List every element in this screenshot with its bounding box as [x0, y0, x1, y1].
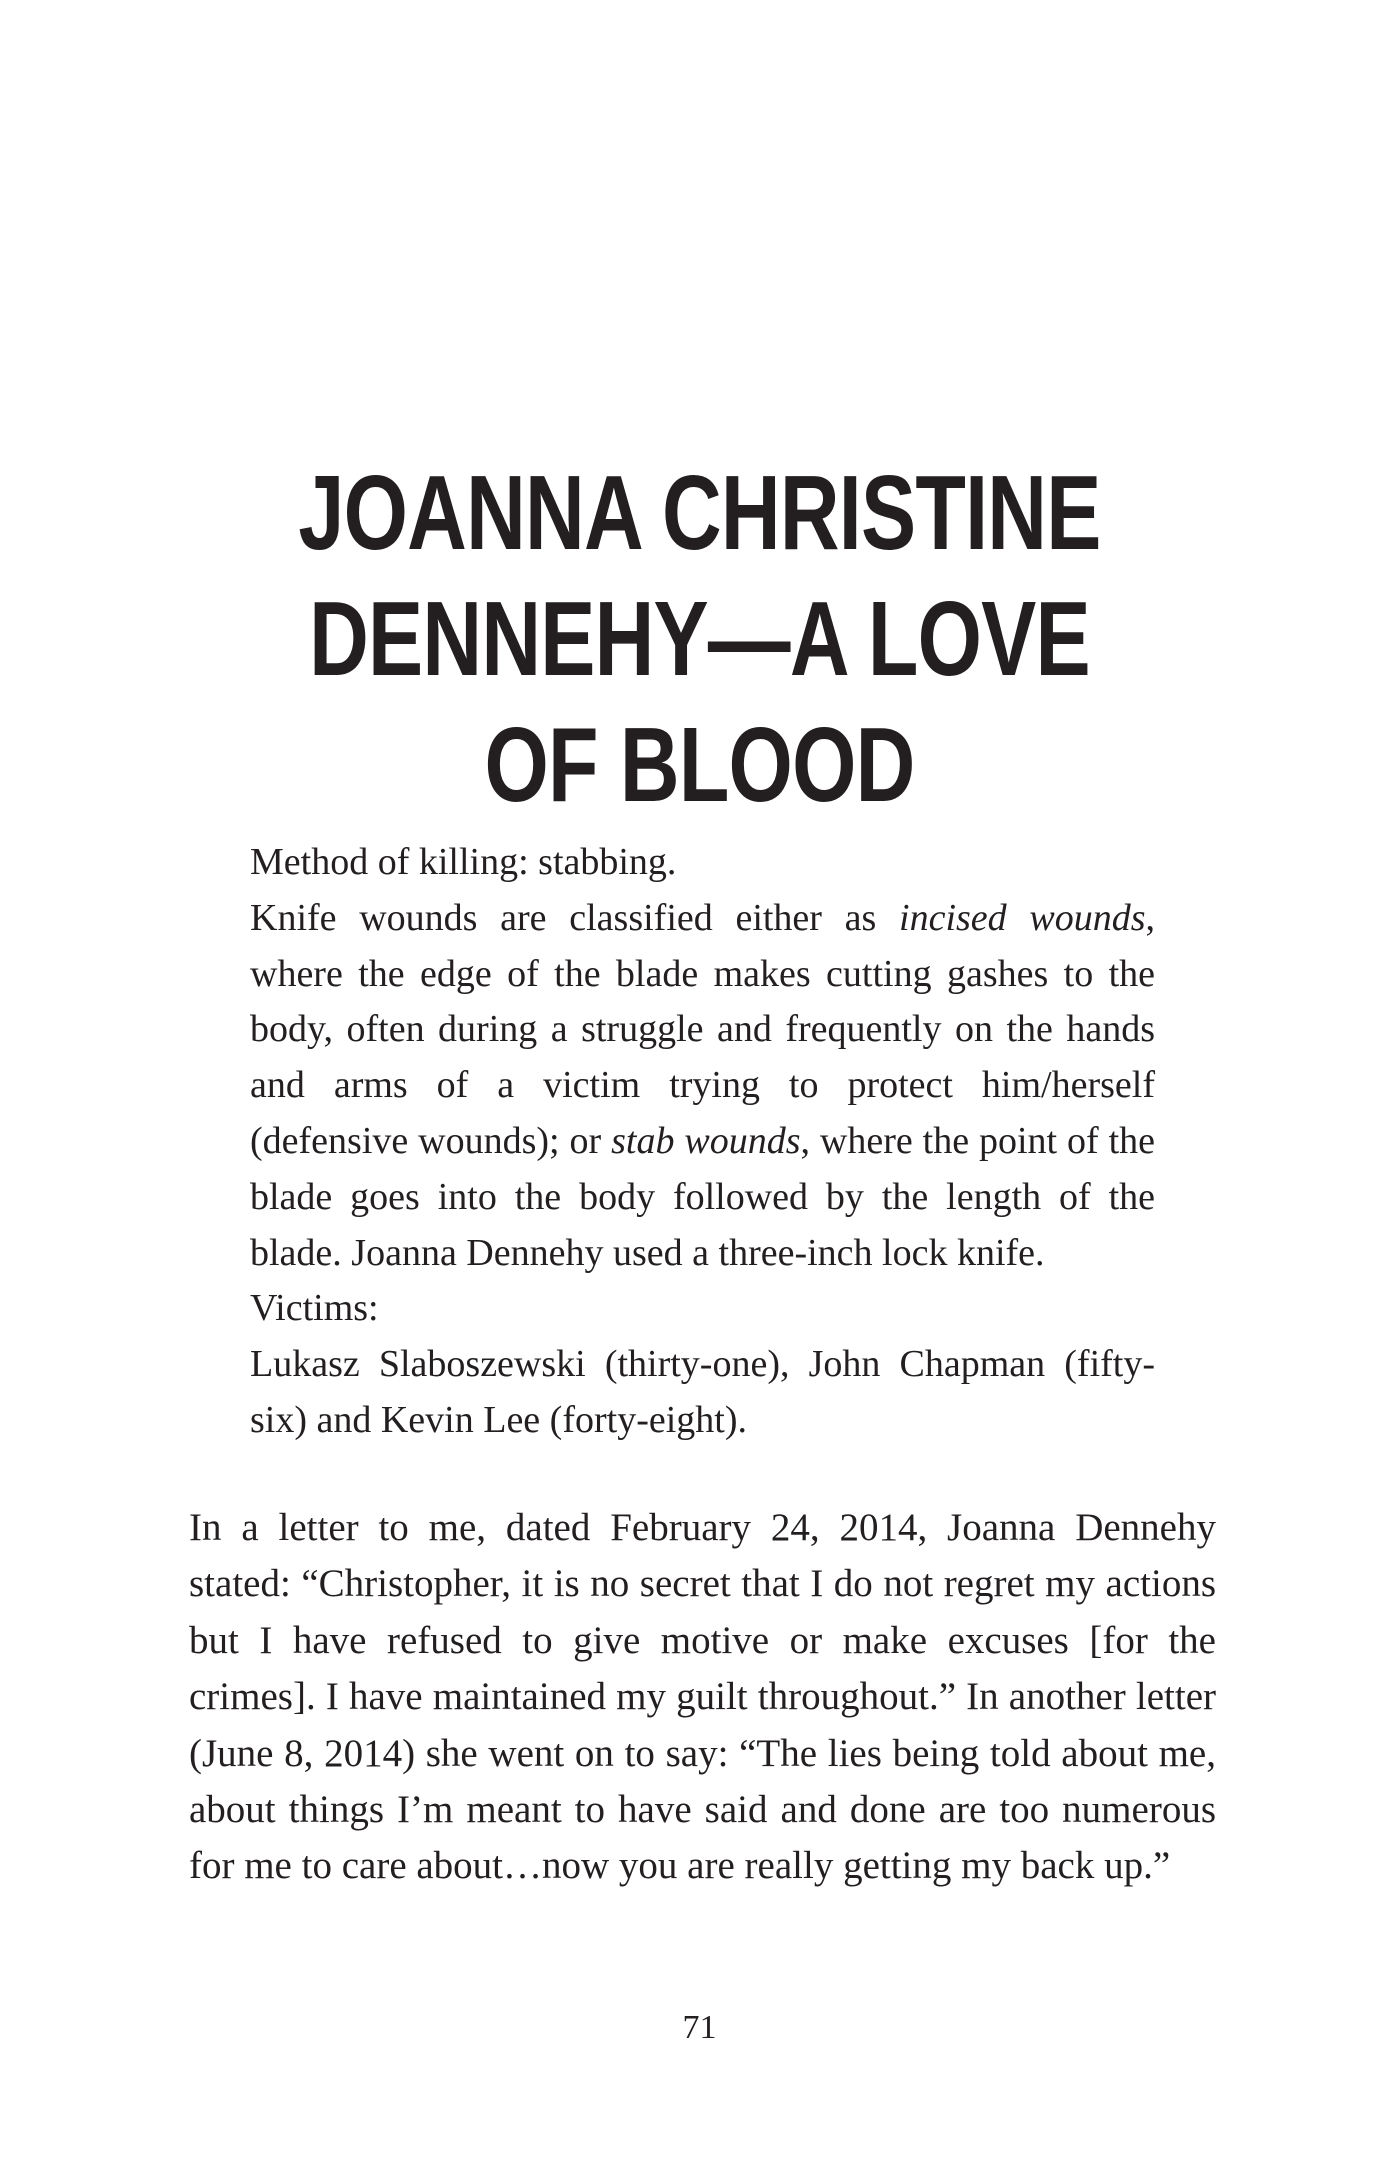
page-number: 71: [682, 2009, 717, 2046]
victims-list: Lukasz Slaboszewski (thirty-one), John Chapman (fifty-six) and Kevin Lee (forty-eight).: [250, 1343, 1155, 1441]
method-of-killing: Method of killing: stabbing.: [250, 841, 677, 883]
chapter-title-line-1: JOANNA CHRISTINE: [298, 454, 1101, 572]
body-paragraph: In a letter to me, dated February 24, 2014, Joanna Dennehy stated: “Christopher, it is no secret that I do not regret my actions but I have refused to give motive or make excuses [for the crimes]. I have maintained my guilt throughout.” In another letter (June 8, 2014) she went on to say: “The lies being told about me, about things I’m meant to have said and done are too numerous for me to care about…now you are really getting my back up.”: [189, 1506, 1216, 1888]
chapter-title-line-2: DENNEHY—A LOVE: [309, 580, 1090, 698]
epigraph-block: [250, 835, 1155, 1449]
knife-text-1: Knife wounds are classified either as: [250, 896, 900, 939]
chapter-title: [294, 450, 1104, 828]
knife-text-2: , where the edge of the blade makes cutting gashes to the body, often during a struggle and frequently on the hands and arms of a victim trying to protect him/herself (defensive wounds); or: [250, 896, 1155, 1162]
victims-label: Victims:: [250, 1287, 379, 1330]
chapter-title-line-3: OF BLOOD: [484, 706, 915, 824]
incised-wounds-term: incised wounds: [899, 896, 1146, 939]
stab-wounds-term: stab wounds: [611, 1119, 801, 1162]
knife-text-3: , where the point of the blade goes into the body followed by the length of the blade. Joanna Dennehy used a three-inch lock knife.: [250, 1119, 1156, 1274]
knife-wounds-paragraph: [250, 891, 1155, 1282]
